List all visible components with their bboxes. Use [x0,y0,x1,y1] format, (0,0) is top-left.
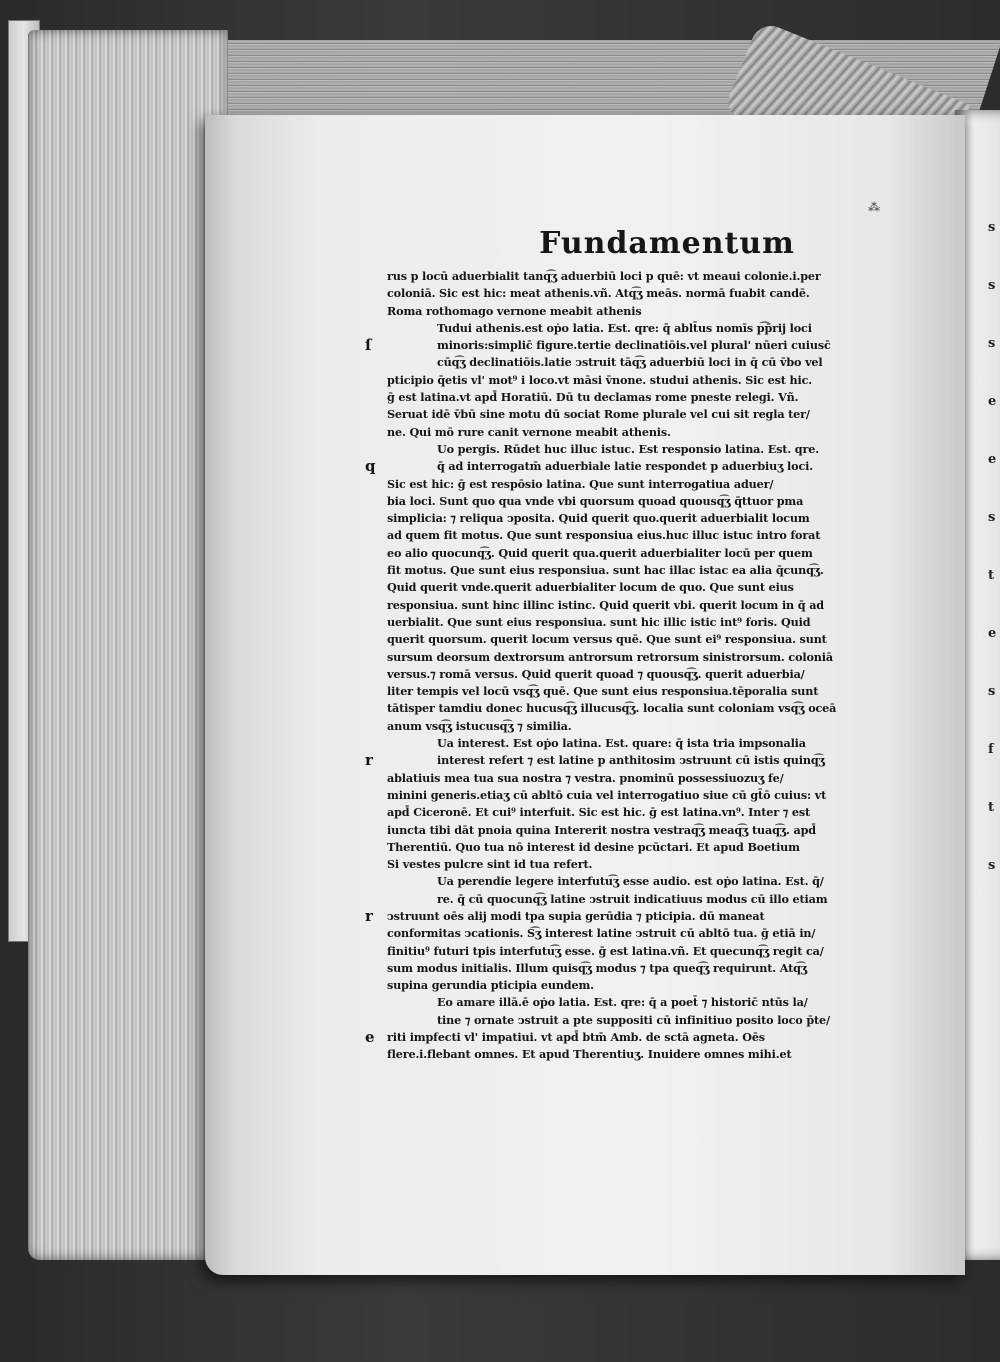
facing-page-glyph: e [988,394,997,409]
facing-page-glyph: e [988,452,997,467]
margin-letter: r [365,906,373,925]
text-line: Ua interest. Est oṗo latina. Est. quare: q̄ ista tria impsonalia [437,736,806,751]
corner-mark: ⁂ [868,200,880,214]
facing-page-glyph: s [988,220,996,235]
text-line: Seruat idē v̄bū sine motu dū sociat Rome plurale vel cui sit regla ter/ [387,407,810,422]
text-line: coloniā. Sic est hic: meat athenis.vñ. Atq͡ʒ meās. normā fuabit candē. [387,286,810,301]
text-line: pticipio q̄etis vl' mot⁹ i loco.vt māsi v̄none. studui athenis. Sic est hic. [387,372,813,387]
text-line: ad quem fit motus. Que sunt responsiua eius.huc illuc istuc intro forat [387,528,821,543]
facing-page-glyph: e [988,626,997,641]
text-line: ḡ est latina.vt apd̄ Horatiū. Dū tu declamas rome pneste relegi. Vñ. [387,390,799,405]
text-line: sum modus initialis. Illum quisq͡ʒ modus ⁊ tpa queq͡ʒ requirunt. Atq͡ʒ [387,960,807,975]
page-text-block [365,226,907,1064]
text-line: Therentiū. Quo tua nō interest id desine pcūctari. Et apud Boetium [387,839,800,854]
text-line: conformitas ↄcationis. S͡ʒ interest latine ↄstruit cū abltō tua. ḡ etiā in/ [387,926,816,941]
text-line: Si vestes pulcre sint id tua refert. [387,857,593,872]
text-line: fit motus. Que sunt eius responsiua. sunt hac illac istac ea alia q̄cunq͡ʒ. [387,563,824,578]
text-line: ne. Qui mō rure canit vernone meabit athenis. [387,424,671,439]
text-line: uerbialit. Que sunt eius responsiua. sunt hic illic istic int⁹ foris. Quid [387,614,811,629]
text-line: q̄ ad interrogatm̄ aduerbiale latie respondet p aduerbiuʒ loci. q [365,457,813,476]
text-line: Sic est hic: ḡ est respōsio latina. Que sunt interrogatiua aduer/ [387,476,774,491]
page-edges-stack [28,30,228,1260]
text-line: querit quorsum. querit locum versus quē. Que sunt ei⁹ responsiua. sunt [387,632,827,647]
margin-letter: e [365,1028,375,1047]
text-line: riti impfecti vl' impatiui. vt apd̄ btm̄ Amb. de sctā agneta. Oēs e [365,1028,765,1047]
margin-letter: q [365,457,376,476]
text-line: simplicia: ⁊ reliqua ↄposita. Quid querit quo.querit aduerbialit locum [387,511,810,526]
text-line: cūq͡ʒ declinatiōis.latie ↄstruit tāq͡ʒ aduerbiū loci in q̄ cū v̄bo vel [437,355,823,370]
text-line: minini generis.etiaʒ cū abltō cuia vel interrogatiuo siue cū gt̄ō cuius: vt [387,787,827,802]
facing-page-glyph: s [988,858,996,873]
text-line: flere.i.flebant omnes. Et apud Therentiuʒ. Inuidere omnes mihi.et [387,1047,792,1062]
facing-page-glyph: s [988,336,996,351]
page-heading: Fundamentum [539,226,795,261]
facing-page-glyph: f [988,742,994,757]
text-line: tine ⁊ ornate ↄstruit a pte suppositi cū infinitiuo posito loco p̄te/ [437,1012,830,1027]
text-line: interest refert ⁊ est latine p anthitosim ↄstruunt cū istis quinq͡ʒ r [365,751,825,770]
text-line: iuncta tibi dāt pnoia quina Intererit nostra vestraq͡ʒ meaq͡ʒ tuaq͡ʒ. apd̄ [387,822,816,837]
margin-letter: ſ [365,336,372,355]
text-line: apd̄ Ciceronē. Et cui⁹ interfuit. Sic est hic. ḡ est latina.vn⁹. Inter ⁊ est [387,805,811,820]
facing-page-glyph: t [988,568,995,583]
text-line: ↄstruunt oēs alij modi tpa supia gerūdia ⁊ pticipia. dū maneat r [365,906,765,925]
margin-letter: r [365,751,373,770]
text-line: tātisper tamdiu donec hucusq͡ʒ illucusq͡ʒ. localia sunt coloniam vsq͡ʒ oceā [387,701,837,716]
facing-page-text-edge [988,220,1000,898]
facing-page-glyph: s [988,510,996,525]
text-line: sursum deorsum dextrorsum antrorsum retrorsum sinistrorsum. coloniā [387,649,833,664]
text-line: Uo pergis. Rūdet huc illuc istuc. Est responsio latina. Est. qre. [437,441,819,456]
text-line: minoris:simplic̄ figure.tertie declinatiōis.vel plural' nūeri cuiusc̄ ſ [365,336,831,355]
text-lines [365,268,907,1064]
text-line: Roma rothomago vernone meabit athenis [387,303,642,318]
text-line: eo alio quocunq͡ʒ. Quid querit qua.querit aduerbialiter locū per quem [387,545,813,560]
facing-page-glyph: t [988,800,995,815]
text-line: ablatiuis mea tua sua nostra ⁊ vestra. pnominū possessiuozuʒ fe/ [387,770,784,785]
text-line: bia loci. Sunt quo qua vnde vbi quorsum quoad quousq͡ʒ q̄ttuor pma [387,493,804,508]
text-line: Eo amare illā.ē oṗo latia. Est. qre: q̄ a poet̄ ⁊ historic̄ ntūs la/ [437,995,808,1010]
text-line: finitiu⁹ futuri tpis interfutu͡ʒ esse. ḡ est latina.vñ. Et quecunq͡ʒ regit ca/ [387,943,824,958]
text-line: responsiua. sunt hinc illinc istinc. Quid querit vbi. querit locum in q̄ ad [387,597,824,612]
text-line: supina gerundia pticipia eundem. [387,978,594,993]
facing-page-glyph: s [988,278,996,293]
text-line: re. q̄ cū quocunq͡ʒ latine ↄstruit indicatiuus modus cū illo etiam [437,891,828,906]
text-line: Ua perendie legere interfutu͡ʒ esse audio. est oṗo latina. Est. q̄/ [437,874,824,889]
text-line: liter tempis vel locū vsq͡ʒ quē. Que sunt eius responsiua.tēporalia sunt [387,684,819,699]
text-line: rus p locū aduerbialit tanq͡ʒ aduerbiū loci p quē: vt meaui colonie.i.per [387,269,821,283]
text-line: versus.⁊ romā versus. Quid querit quoad ⁊ quousq͡ʒ. querit aduerbia/ [387,666,805,681]
facing-page-glyph: s [988,684,996,699]
text-line: anum vsq͡ʒ istucusq͡ʒ ⁊ similia. [387,718,572,733]
text-line: Quid querit vnde.querit aduerbialiter locum de quo. Que sunt eius [387,580,794,595]
text-line: Tudui athenis.est oṗo latia. Est. qre: q̄ ablt̄us nomīs p͡p̄rij loci [437,320,812,335]
